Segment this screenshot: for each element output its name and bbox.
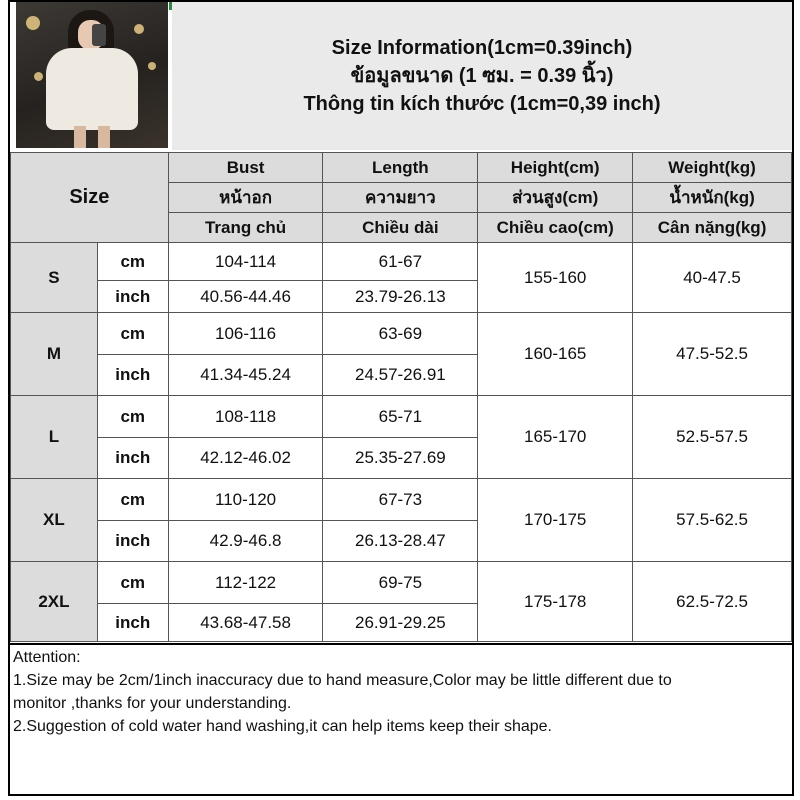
unit-inch: inch (97, 521, 168, 562)
bokeh-light (34, 72, 43, 81)
bust-inch: 43.68-47.58 (168, 604, 323, 642)
length-cm: 65-71 (323, 396, 478, 438)
title-vietnamese: Thông tin kích thước (1cm=0,39 inch) (303, 93, 661, 115)
unit-cm: cm (97, 313, 168, 355)
length-cm: 67-73 (323, 479, 478, 521)
height-range: 170-175 (478, 479, 633, 562)
header (10, 2, 792, 154)
bust-cm: 110-120 (168, 479, 323, 521)
unit-cm: cm (97, 396, 168, 438)
size-label-2xl: 2XL (11, 562, 98, 642)
unit-inch: inch (97, 438, 168, 479)
length-cm: 63-69 (323, 313, 478, 355)
length-cm: 61-67 (323, 243, 478, 281)
height-range: 175-178 (478, 562, 633, 642)
length-cm: 69-75 (323, 562, 478, 604)
size-label-l: L (11, 396, 98, 479)
weight-range: 47.5-52.5 (633, 313, 792, 396)
model-leg (74, 126, 86, 148)
attention-heading: Attention: (13, 649, 81, 666)
col-header-height-vi: Chiều cao(cm) (478, 213, 633, 243)
unit-cm: cm (97, 479, 168, 521)
length-inch: 25.35-27.69 (323, 438, 478, 479)
col-header-length-th: ความยาว (323, 183, 478, 213)
height-range: 165-170 (478, 396, 633, 479)
attention-line-2: monitor ,thanks for your understanding. (13, 695, 292, 712)
length-inch: 26.13-28.47 (323, 521, 478, 562)
attention-line-3: 2.Suggestion of cold water hand washing,it can help items keep their shape. (13, 718, 552, 735)
model-leg (98, 126, 110, 148)
col-header-weight-th: น้ำหนัก(kg) (633, 183, 792, 213)
weight-range: 40-47.5 (633, 243, 792, 313)
length-inch: 24.57-26.91 (323, 355, 478, 396)
bust-cm: 108-118 (168, 396, 323, 438)
size-chart-sheet (8, 0, 794, 796)
bust-cm: 106-116 (168, 313, 323, 355)
unit-inch: inch (97, 355, 168, 396)
bust-inch: 42.9-46.8 (168, 521, 323, 562)
weight-range: 57.5-62.5 (633, 479, 792, 562)
title-english: Size Information(1cm=0.39inch) (331, 37, 633, 59)
height-range: 160-165 (478, 313, 633, 396)
size-label-s: S (11, 243, 98, 313)
bust-inch: 40.56-44.46 (168, 281, 323, 313)
weight-range: 62.5-72.5 (633, 562, 792, 642)
size-label-xl: XL (11, 479, 98, 562)
bokeh-light (134, 24, 144, 34)
col-header-bust-en: Bust (168, 153, 323, 183)
col-header-weight-vi: Cân nặng(kg) (633, 213, 792, 243)
bokeh-light (148, 62, 156, 70)
col-header-length-en: Length (323, 153, 478, 183)
size-table (10, 152, 792, 642)
model-jacket (46, 48, 138, 130)
col-header-height-th: ส่วนสูง(cm) (478, 183, 633, 213)
phone-icon (92, 24, 106, 46)
col-header-height-en: Height(cm) (478, 153, 633, 183)
col-header-bust-th: หน้าอก (168, 183, 323, 213)
length-inch: 26.91-29.25 (323, 604, 478, 642)
bust-cm: 104-114 (168, 243, 323, 281)
height-range: 155-160 (478, 243, 633, 313)
unit-inch: inch (97, 604, 168, 642)
size-header: Size (11, 153, 169, 243)
attention-line-1: 1.Size may be 2cm/1inch inaccuracy due to hand measure,Color may be little different due to (13, 672, 672, 689)
bust-cm: 112-122 (168, 562, 323, 604)
col-header-length-vi: Chiều dài (323, 213, 478, 243)
unit-cm: cm (97, 243, 168, 281)
unit-inch: inch (97, 281, 168, 313)
title-box (172, 2, 792, 150)
unit-cm: cm (97, 562, 168, 604)
weight-range: 52.5-57.5 (633, 396, 792, 479)
bust-inch: 41.34-45.24 (168, 355, 323, 396)
col-header-weight-en: Weight(kg) (633, 153, 792, 183)
bokeh-light (26, 16, 40, 30)
bust-inch: 42.12-46.02 (168, 438, 323, 479)
title-thai: ข้อมูลขนาด (1 ซม. = 0.39 นิ้ว) (350, 65, 614, 87)
size-label-m: M (11, 313, 98, 396)
attention-notes (10, 643, 792, 794)
length-inch: 23.79-26.13 (323, 281, 478, 313)
product-photo (16, 2, 168, 148)
col-header-bust-vi: Trang chủ (168, 213, 323, 243)
